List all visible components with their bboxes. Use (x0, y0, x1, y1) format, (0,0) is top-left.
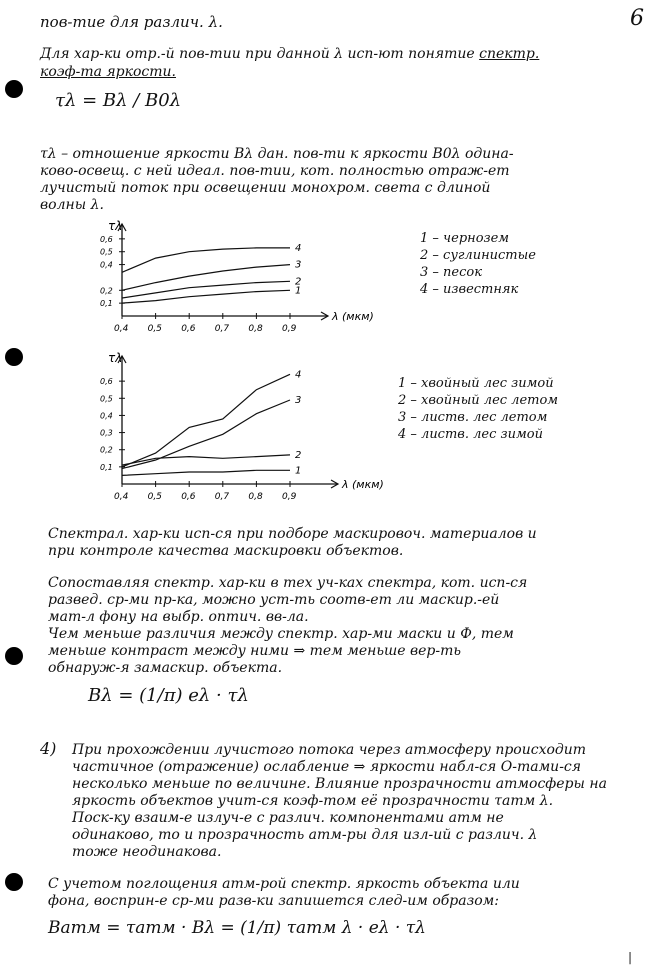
legend-item: 1 – хвойный лес зимой (398, 376, 554, 391)
x-axis-label: λ (мкм) (342, 478, 384, 491)
definition-line: τλ – отношение яркости Bλ дан. пов-ти к яркости B0λ одина- (40, 146, 514, 162)
intro-term-1: спектр. (479, 46, 540, 62)
series-label: 1 (295, 465, 302, 477)
section-line: частичное (отражение) ослабление ⇒ яркости набл-ся О-тами-ся (72, 759, 582, 775)
y-tick-label: 0,5 (100, 247, 113, 257)
series-line-1 (122, 470, 290, 475)
page-number: 6 (630, 6, 644, 31)
punch-hole-icon (5, 647, 23, 665)
x-axis-label: λ (мкм) (332, 310, 374, 323)
y-tick-label: 0,2 (100, 445, 113, 455)
section-line: тоже неодинакова. (72, 844, 222, 860)
paragraph-line: Чем меньше различия между спектр. хар-ми маски и Ф, тем (48, 626, 514, 642)
x-tick-label: 0,9 (282, 324, 297, 334)
series-label: 3 (295, 259, 302, 271)
formula-reflectance: τλ = Bλ / B0λ (55, 90, 182, 111)
y-tick-label: 0,5 (100, 394, 113, 404)
series-line-4 (122, 248, 290, 272)
x-tick-label: 0,8 (248, 324, 263, 334)
paragraph-line: развед. ср-ми пр-ка, можно уст-ть соотв-ет ли маскир.-ей (48, 592, 500, 608)
legend-item: 2 – хвойный лес летом (398, 393, 559, 408)
paragraph-line: фона, восприн-е ср-ми разв-ки запишется след-им образом: (48, 893, 500, 909)
paragraph-line: Спектрал. хар-ки исп-ся при подборе маскировоч. материалов и (48, 526, 537, 542)
intro-term-2: коэф-та яркости. (40, 64, 176, 80)
paragraph-line: мат-л фону на выбр. оптич. вв-ла. (48, 609, 309, 625)
definition-line: волны λ. (40, 197, 104, 213)
x-tick-label: 0,5 (147, 324, 162, 334)
section-number: 4) (40, 739, 57, 758)
series-label: 2 (295, 449, 302, 461)
x-tick-label: 0,7 (214, 492, 230, 502)
punch-hole-icon (5, 80, 23, 98)
definition-line: лучистый поток при освещении монохром. света с длиной (40, 180, 491, 196)
series-label: 4 (295, 369, 302, 381)
formula-brightness: Bλ = (1/π) eλ · τλ (88, 685, 249, 706)
heading: пов-тие для различ. λ. (40, 13, 223, 31)
legend-item: 2 – суглинистые (420, 248, 536, 263)
formula-atmospheric-brightness: Bатм = τатм · Bλ = (1/π) τатм λ · eλ · τλ (48, 918, 426, 938)
section-line: яркость объектов учит-ся коэф-том её прозрачности τатм λ. (72, 793, 554, 809)
x-tick-label: 0,9 (282, 492, 297, 502)
y-tick-label: 0,4 (100, 260, 113, 270)
legend-item: 4 – известняк (420, 282, 519, 297)
x-tick-label: 0,4 (114, 324, 129, 334)
x-tick-label: 0,7 (214, 324, 230, 334)
y-tick-label: 0,1 (100, 299, 113, 309)
y-tick-label: 0,2 (100, 286, 113, 296)
definition-line: ково-освещ. с ней идеал. пов-тии, кот. полностью отраж-ет (40, 163, 510, 179)
legend-item: 1 – чернозем (420, 231, 510, 246)
y-tick-label: 0,4 (100, 411, 113, 421)
series-label: 2 (295, 276, 302, 288)
chart-forests (80, 350, 385, 510)
section-line: Поск-ку взаим-е излуч-е с различ. компонентами атм не (72, 810, 504, 826)
section-line: несколько меньше по величине. Влияние прозрачности атмосферы на (72, 776, 607, 792)
paragraph-line: при контроле качества маскировки объектов. (48, 543, 404, 559)
punch-hole-icon (5, 348, 23, 366)
y-tick-label: 0,6 (100, 377, 113, 387)
punch-hole-icon (5, 873, 23, 891)
legend-item: 3 – песок (420, 265, 482, 280)
x-tick-label: 0,6 (181, 492, 196, 502)
y-axis-label: τλ (108, 219, 123, 233)
paragraph-line: обнаруж-я замаскир. объекта. (48, 660, 283, 676)
legend-item: 3 – листв. лес летом (398, 410, 548, 425)
series-label: 4 (295, 242, 302, 254)
series-label: 3 (295, 395, 302, 406)
margin-mark: | (628, 950, 633, 964)
y-tick-label: 0,6 (100, 234, 113, 244)
y-tick-label: 0,1 (100, 462, 113, 472)
y-tick-label: 0,3 (100, 428, 113, 438)
y-axis-label: τλ (108, 351, 123, 365)
x-tick-label: 0,6 (181, 324, 196, 334)
chart-soils (80, 218, 380, 343)
x-tick-label: 0,4 (114, 492, 129, 502)
series-label: 1 (295, 285, 302, 297)
intro-line (40, 46, 539, 63)
section-line: При прохождении лучистого потока через атмосферу происходит (72, 742, 587, 758)
legend-item: 4 – листв. лес зимой (398, 427, 543, 442)
paragraph-line: Сопоставляя спектр. хар-ки в тех уч-ках спектра, кот. исп-ся (48, 575, 528, 591)
section-line: одинаково, то и прозрачность атм-ры для изл-ий с различ. λ (72, 827, 538, 843)
intro-text: Для хар-ки отр.-й пов-тии при данной λ исп-ют понятие (40, 46, 475, 62)
series-line-3 (122, 400, 290, 469)
x-tick-label: 0,5 (147, 492, 162, 502)
x-tick-label: 0,8 (248, 492, 263, 502)
series-line-1 (122, 290, 290, 303)
paragraph-line: С учетом поглощения атм-рой спектр. яркость объекта или (48, 876, 520, 892)
paragraph-line: меньше контраст между ними ⇒ тем меньше вер-ть (48, 643, 462, 659)
series-line-4 (122, 374, 290, 467)
